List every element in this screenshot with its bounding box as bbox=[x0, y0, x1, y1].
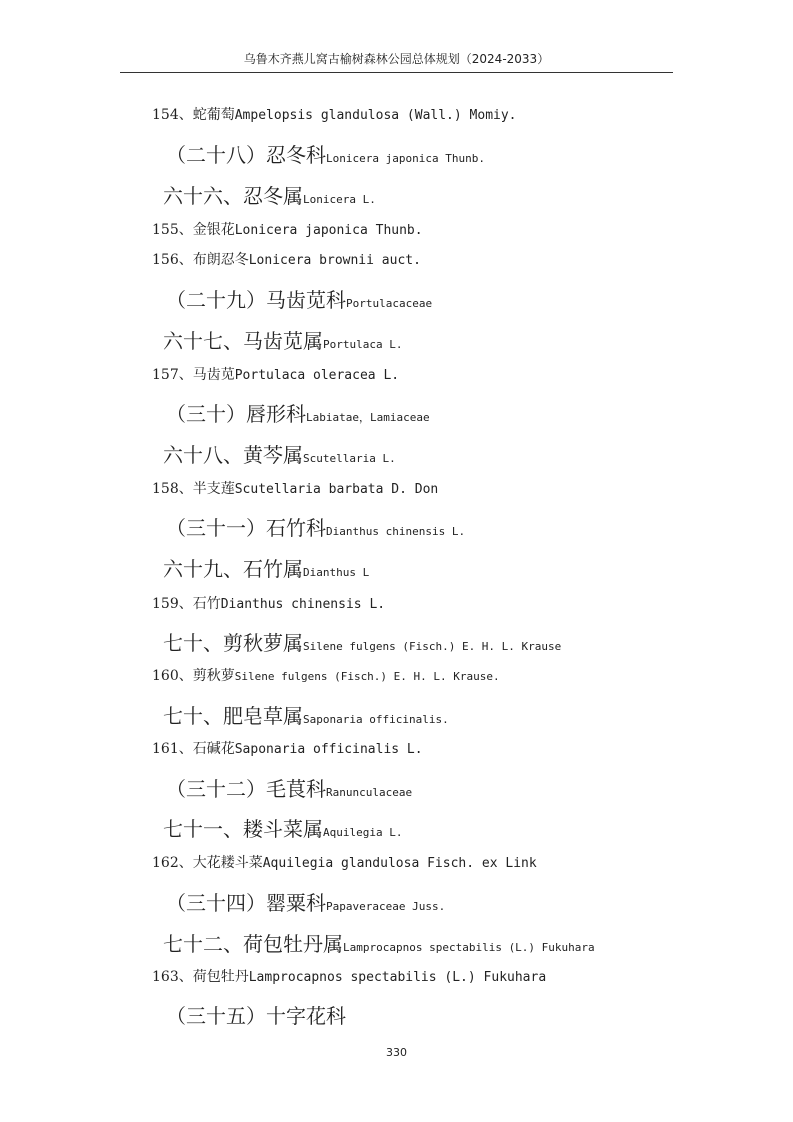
species-entry bbox=[152, 966, 546, 986]
entry-chinese-name: （三十）唇形科 bbox=[166, 402, 306, 426]
species-entry bbox=[152, 104, 517, 124]
species-entry bbox=[152, 219, 423, 239]
entry-latin-name: Lonicera japonica Thunb. bbox=[326, 152, 485, 165]
entry-chinese-name: 156、布朗忍冬 bbox=[152, 252, 249, 268]
entry-chinese-name: 六十七、马齿苋属 bbox=[163, 329, 323, 353]
entry-latin-name: Portulaca oleracea L. bbox=[234, 368, 400, 383]
species-entry bbox=[152, 249, 421, 269]
entry-chinese-name: 163、荷包牡丹 bbox=[152, 969, 249, 985]
entry-latin-name: Lamprocapnos spectabilis (L.) Fukuhara bbox=[343, 941, 595, 954]
entry-latin-name: Ranunculaceae bbox=[326, 786, 413, 799]
entry-latin-name: Silene fulgens (Fisch.) E. H. L. Krause bbox=[303, 640, 562, 653]
entry-latin-name: Scutellaria barbata D. Don bbox=[234, 482, 439, 497]
genus-heading bbox=[163, 813, 402, 842]
entry-chinese-name: 六十八、黄芩属 bbox=[163, 443, 303, 467]
entry-chinese-name: （三十一）石竹科 bbox=[166, 516, 326, 540]
entry-latin-name: Aquilegia L. bbox=[323, 826, 403, 839]
entry-latin-name: Dianthus L bbox=[303, 566, 370, 579]
family-heading bbox=[166, 398, 430, 427]
genus-heading bbox=[163, 700, 449, 729]
species-entry bbox=[152, 364, 399, 384]
entry-latin-name: Portulacaceae bbox=[346, 297, 433, 310]
species-entry bbox=[152, 593, 385, 613]
entry-latin-name: Lamprocapnos spectabilis (L.) Fukuhara bbox=[248, 970, 547, 985]
entry-chinese-name: 六十九、石竹属 bbox=[163, 557, 303, 581]
species-entry bbox=[152, 738, 423, 758]
entry-latin-name: Papaveraceae Juss. bbox=[326, 900, 446, 913]
entry-latin-name: Lonicera brownii auct. bbox=[248, 253, 421, 268]
entry-chinese-name: 159、石竹 bbox=[152, 596, 221, 612]
entry-chinese-name: 158、半支莲 bbox=[152, 481, 235, 497]
entry-chinese-name: 七十二、荷包牡丹属 bbox=[163, 932, 343, 956]
entry-latin-name: Aquilegia glandulosa Fisch. ex Link bbox=[262, 856, 537, 871]
entry-chinese-name: 155、金银花 bbox=[152, 222, 235, 238]
entry-chinese-name: （三十五）十字花科 bbox=[166, 1004, 346, 1028]
entry-latin-name: Lonicera japonica Thunb. bbox=[234, 223, 423, 238]
entry-latin-name: Lonicera L. bbox=[303, 193, 376, 206]
entry-chinese-name: （三十二）毛茛科 bbox=[166, 777, 326, 801]
entry-latin-name: Saponaria officinalis L. bbox=[234, 742, 423, 757]
page-header: 乌鲁木齐燕儿窝古榆树森林公园总体规划（2024-2033） bbox=[243, 52, 550, 66]
genus-heading bbox=[163, 627, 561, 656]
entry-chinese-name: （二十八）忍冬科 bbox=[166, 143, 326, 167]
family-heading bbox=[166, 1000, 346, 1029]
genus-heading bbox=[163, 325, 402, 354]
entry-chinese-name: 160、剪秋萝 bbox=[152, 668, 235, 684]
entry-latin-name: Scutellaria L. bbox=[303, 452, 396, 465]
family-heading bbox=[166, 284, 432, 313]
entry-chinese-name: 154、蛇葡萄 bbox=[152, 107, 235, 123]
family-heading bbox=[166, 139, 485, 168]
header-rule bbox=[120, 72, 673, 73]
entry-chinese-name: 162、大花耧斗菜 bbox=[152, 855, 263, 871]
genus-heading bbox=[163, 180, 376, 209]
page-number: 330 bbox=[386, 1046, 407, 1059]
entry-chinese-name: （三十四）罂粟科 bbox=[166, 891, 326, 915]
entry-chinese-name: 六十六、忍冬属 bbox=[163, 184, 303, 208]
species-entry bbox=[152, 478, 438, 498]
genus-heading bbox=[163, 928, 595, 957]
entry-chinese-name: 161、石碱花 bbox=[152, 741, 235, 757]
entry-latin-name: Dianthus chinensis L. bbox=[220, 597, 386, 612]
family-heading bbox=[166, 887, 445, 916]
entry-latin-name: Labiatae，Lamiaceae bbox=[306, 411, 430, 424]
entry-chinese-name: 七十、剪秋萝属 bbox=[163, 631, 303, 655]
genus-heading bbox=[163, 439, 396, 468]
entry-latin-name: Saponaria officinalis. bbox=[303, 713, 449, 726]
species-entry bbox=[152, 852, 537, 872]
genus-heading bbox=[163, 553, 369, 582]
entry-chinese-name: 七十一、耧斗菜属 bbox=[163, 817, 323, 841]
entry-chinese-name: （二十九）马齿苋科 bbox=[166, 288, 346, 312]
entry-latin-name: Portulaca L. bbox=[323, 338, 403, 351]
entry-chinese-name: 七十、肥皂草属 bbox=[163, 704, 303, 728]
species-entry bbox=[152, 665, 500, 685]
entry-latin-name: Ampelopsis glandulosa (Wall.) Momiy. bbox=[234, 108, 517, 123]
entry-chinese-name: 157、马齿苋 bbox=[152, 367, 235, 383]
family-heading bbox=[166, 512, 465, 541]
entry-latin-name: Silene fulgens (Fisch.) E. H. L. Krause. bbox=[234, 670, 500, 683]
family-heading bbox=[166, 773, 412, 802]
entry-latin-name: Dianthus chinensis L. bbox=[326, 525, 466, 538]
